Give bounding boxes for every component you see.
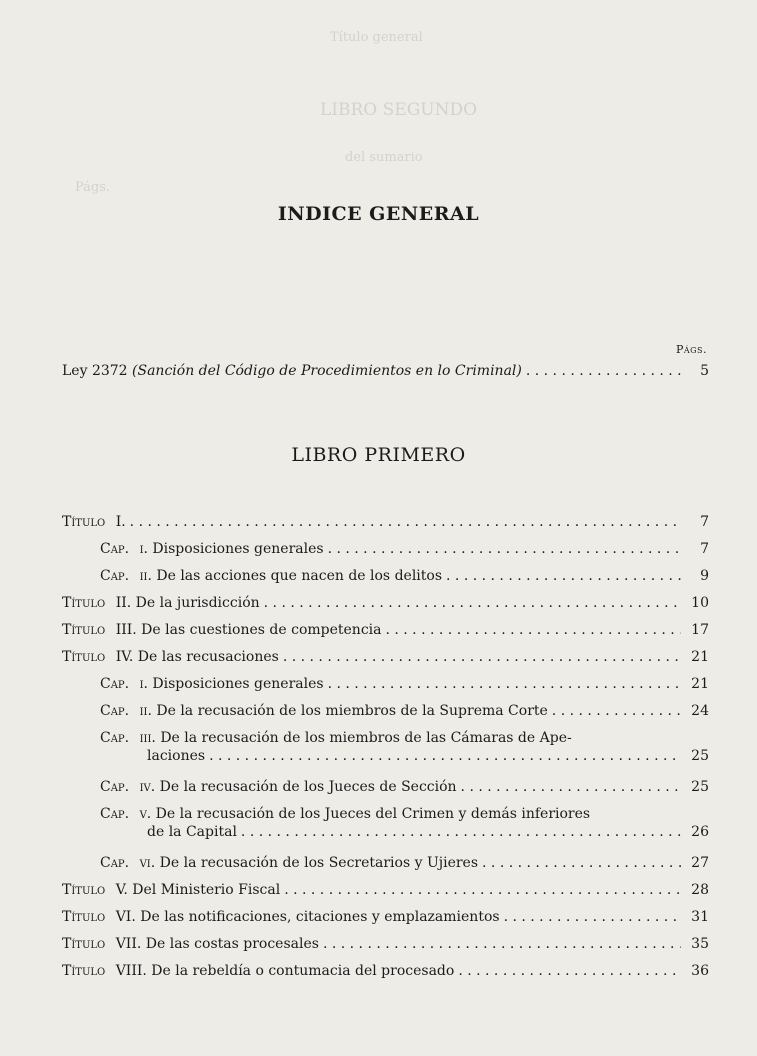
entry-heading (62, 594, 260, 612)
entry-text: De la jurisdicción (131, 595, 260, 611)
entry-numeral: V. (115, 882, 128, 898)
bleed-top-line: Título general (330, 30, 423, 45)
page-number: 28 (691, 882, 709, 898)
leader-dots (283, 648, 681, 666)
toc-chapter-entry (100, 702, 709, 720)
entry-text: De la recusación de los Jueces del Crimen y demás inferiores (151, 806, 591, 822)
entry-text: De las recusaciones (133, 649, 279, 665)
entry-heading (100, 567, 442, 585)
book-title: LIBRO PRIMERO (291, 444, 466, 466)
entry-label: Título (62, 514, 110, 530)
entry-label: Cap. (100, 541, 134, 557)
entry-text: De la recusación de los Jueces de Sección (155, 779, 457, 795)
toc-chapter-entry (100, 778, 709, 796)
entry-heading (62, 935, 319, 953)
bleed-libro: LIBRO SEGUNDO (320, 100, 478, 120)
entry-label: Título (62, 909, 110, 925)
entry-label: Título (62, 963, 110, 979)
leader-dots (328, 675, 681, 693)
entry-numeral: i. (139, 676, 148, 692)
page-number: 24 (691, 703, 709, 719)
entry-heading (62, 881, 280, 899)
entry-numeral: VIII. (115, 963, 147, 979)
entry-numeral: ii. (139, 703, 152, 719)
entry-heading (100, 675, 324, 693)
entry-text: De la recusación de los miembros de las Cámaras de Ape- (155, 730, 572, 746)
entry-text: De las cuestiones de competencia (136, 622, 382, 638)
page-number: 27 (691, 855, 709, 871)
toc-title-entry (62, 881, 709, 899)
entry-text: Disposiciones generales (147, 541, 324, 557)
ley-text: Ley 2372 (62, 363, 128, 379)
entry-heading (100, 702, 548, 720)
entry-numeral: ii. (139, 568, 152, 584)
entry-continuation: de la Capital (147, 824, 237, 840)
ley-subtitle: (Sanción del Código de Procedimientos en lo Criminal) (132, 363, 522, 379)
entry-heading (100, 854, 478, 872)
page-number: 21 (691, 676, 709, 692)
entry-text: De las costas procesales (141, 936, 319, 952)
page-number: 25 (691, 779, 709, 795)
entry-heading (100, 806, 590, 822)
entry-heading (100, 540, 324, 558)
entry-numeral: VI. (115, 909, 136, 925)
leader-dots (526, 362, 681, 380)
page-number: 9 (700, 568, 709, 584)
toc-title-entry (62, 621, 709, 639)
leader-dots (385, 621, 681, 639)
toc-chapter-entry-first-line (100, 729, 572, 747)
page-number: 17 (691, 622, 709, 638)
toc-chapter-entry-first-line (100, 805, 590, 823)
entry-numeral: v. (139, 806, 152, 822)
toc-chapter-entry (100, 540, 709, 558)
entry-text: Disposiciones generales (147, 676, 324, 692)
page-number: 10 (691, 595, 709, 611)
entry-heading (100, 730, 572, 746)
page-number: 26 (691, 824, 709, 840)
toc-chapter-entry (100, 854, 709, 872)
leader-dots (209, 747, 681, 765)
toc-title-entry (62, 962, 709, 980)
entry-numeral: II. (115, 595, 132, 611)
entry-heading (62, 513, 126, 531)
page-number: 35 (691, 936, 709, 952)
entry-label: Título (62, 595, 110, 611)
entry-label: Cap. (100, 568, 134, 584)
entry-label: Título (62, 882, 110, 898)
leader-dots (504, 908, 681, 926)
leader-dots (284, 881, 681, 899)
page-number: 5 (700, 363, 709, 379)
leader-dots (458, 962, 681, 980)
entry-label: Cap. (100, 806, 134, 822)
toc-title-entry (62, 648, 709, 666)
entry-numeral: iii. (139, 730, 156, 746)
entry-numeral: i. (139, 541, 148, 557)
entry-numeral: VII. (115, 936, 142, 952)
page-number: 25 (691, 748, 709, 764)
entry-numeral: IV. (115, 649, 134, 665)
bleed-pags: Págs. (75, 180, 111, 195)
leader-dots (323, 935, 681, 953)
entry-continuation: laciones (147, 748, 206, 764)
leader-dots (461, 778, 681, 796)
leader-dots (130, 513, 681, 531)
page-number: 21 (691, 649, 709, 665)
entry-text: Del Ministerio Fiscal (127, 882, 281, 898)
entry-numeral: I. (115, 514, 126, 530)
page-number: 31 (691, 909, 709, 925)
leader-dots (241, 823, 681, 841)
entry-numeral: vi. (139, 855, 156, 871)
toc-title-entry (62, 935, 709, 953)
toc-chapter-entry (147, 747, 709, 765)
entry-label: Título (62, 622, 110, 638)
entry-label: Título (62, 936, 110, 952)
entry-numeral: iv. (139, 779, 156, 795)
ley-entry (62, 362, 709, 380)
entry-label: Cap. (100, 855, 134, 871)
entry-text: De la recusación de los miembros de la Suprema Corte (151, 703, 548, 719)
page-number: 36 (691, 963, 709, 979)
entry-text: De las notificaciones, citaciones y emplazamientos (135, 909, 500, 925)
entry-heading (100, 778, 457, 796)
toc-chapter-entry (100, 567, 709, 585)
entry-heading (62, 908, 500, 926)
entry-label: Cap. (100, 730, 134, 746)
toc-title-entry (62, 513, 709, 531)
toc-title-entry (62, 594, 709, 612)
toc-chapter-entry (147, 823, 709, 841)
leader-dots (482, 854, 681, 872)
entry-text: De la rebeldía o contumacia del procesado (146, 963, 455, 979)
entry-text: De la recusación de los Secretarios y Ujieres (155, 855, 479, 871)
leader-dots (446, 567, 681, 585)
entry-label: Cap. (100, 779, 134, 795)
bleed-sumario: del sumario (345, 150, 423, 165)
toc-chapter-entry (100, 675, 709, 693)
entry-label: Cap. (100, 703, 134, 719)
leader-dots (328, 540, 681, 558)
entry-label: Título (62, 649, 110, 665)
entry-heading (62, 648, 279, 666)
entry-text: De las acciones que nacen de los delitos (151, 568, 443, 584)
page-number: 7 (700, 541, 709, 557)
entry-heading (62, 962, 454, 980)
page-title: INDICE GENERAL (277, 203, 480, 225)
leader-dots (264, 594, 681, 612)
toc-title-entry (62, 908, 709, 926)
entry-heading (62, 621, 381, 639)
entry-label: Cap. (100, 676, 134, 692)
entry-numeral: III. (115, 622, 137, 638)
pages-column-label: Págs. (675, 343, 707, 356)
leader-dots (552, 702, 681, 720)
page-number: 7 (700, 514, 709, 530)
